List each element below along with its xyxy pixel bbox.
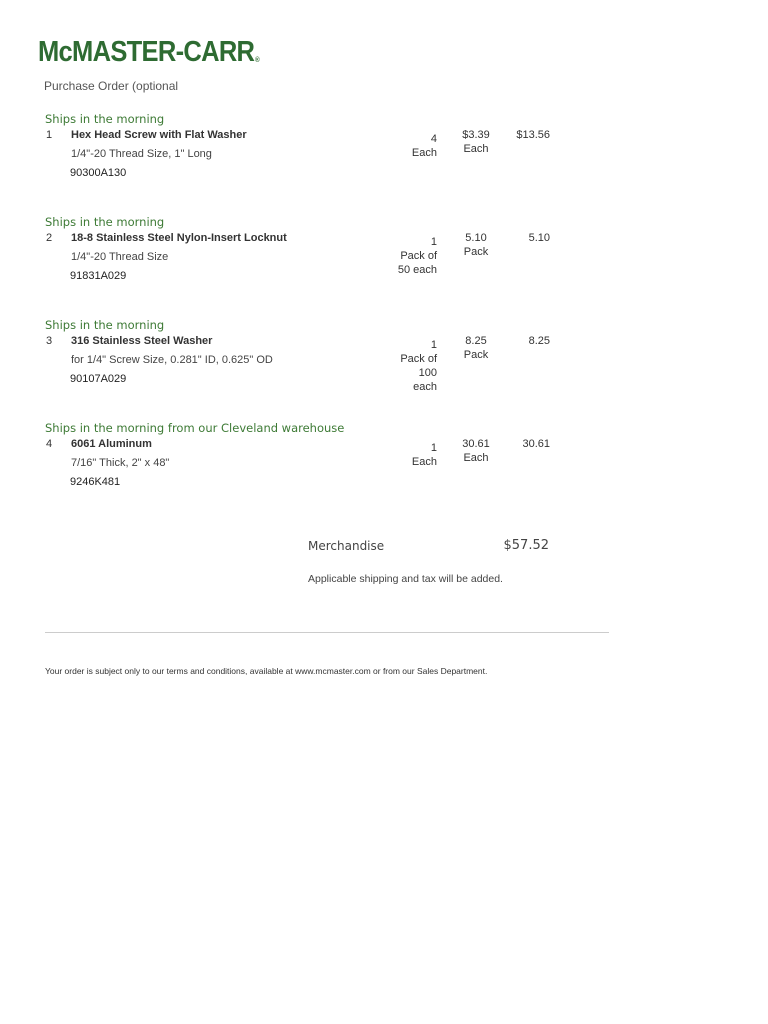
quantity-value: 4 <box>430 133 437 145</box>
shipping-tax-note: Applicable shipping and tax will be added. <box>308 573 503 585</box>
quantity <box>367 338 437 394</box>
product-description: 7/16" Thick, 2" x 48" <box>71 457 170 469</box>
order-line-item <box>0 215 768 315</box>
terms-notice: Your order is subject only to our terms and conditions, available at www.mcmaster.com or from our Sales Department. <box>45 666 488 676</box>
unit-price-value: $3.39 <box>462 129 490 141</box>
extended-price: 8.25 <box>528 335 550 347</box>
extended-price: 5.10 <box>528 232 550 244</box>
product-description: 1/4"-20 Thread Size <box>71 251 169 263</box>
part-number: 90300A130 <box>70 167 127 179</box>
shipping-status: Ships in the morning <box>45 318 165 332</box>
quantity <box>367 132 437 160</box>
product-description: for 1/4" Screw Size, 0.281" ID, 0.625" OD <box>71 354 273 366</box>
line-number: 4 <box>46 438 53 450</box>
registered-mark: ® <box>255 57 259 64</box>
logo-text: McMASTER-CARR <box>38 36 255 68</box>
divider <box>45 632 609 633</box>
quantity <box>367 235 437 277</box>
extended-price: 30.61 <box>522 438 550 450</box>
shipping-status: Ships in the morning <box>45 215 165 229</box>
quantity-unit: 50 each <box>397 264 437 276</box>
extended-price: $13.56 <box>516 129 550 141</box>
quantity-value: 1 <box>430 236 437 248</box>
unit-price-unit: Each <box>463 451 489 464</box>
shipping-status: Ships in the morning from our Cleveland warehouse <box>45 421 345 435</box>
line-number: 2 <box>46 232 53 244</box>
unit-price-unit: Pack <box>463 348 489 361</box>
quantity-unit: 100 <box>418 367 437 379</box>
unit-price-value: 5.10 <box>465 232 487 244</box>
product-name: Hex Head Screw with Flat Washer <box>71 129 247 141</box>
unit-price <box>452 232 500 259</box>
merchandise-label: Merchandise <box>308 539 385 553</box>
quantity-unit: Each <box>411 456 437 468</box>
shipping-status: Ships in the morning <box>45 112 165 126</box>
unit-price <box>452 129 500 156</box>
line-number: 3 <box>46 335 53 347</box>
part-number: 9246K481 <box>70 476 121 488</box>
unit-price-unit: Each <box>463 142 489 155</box>
product-name: 18-8 Stainless Steel Nylon-Insert Locknut <box>71 232 287 244</box>
product-name: 316 Stainless Steel Washer <box>71 335 213 347</box>
order-line-item <box>0 421 768 521</box>
quantity <box>367 441 437 469</box>
purchase-order-label: Purchase Order (optional <box>44 79 179 93</box>
part-number: 90107A029 <box>70 373 127 385</box>
product-name: 6061 Aluminum <box>71 438 152 450</box>
part-number: 91831A029 <box>70 270 127 282</box>
unit-price-value: 30.61 <box>462 438 490 450</box>
quantity-unit: each <box>413 381 437 393</box>
quantity-value: 1 <box>430 339 437 351</box>
unit-price-unit: Pack <box>463 245 489 258</box>
order-line-item <box>0 318 768 418</box>
unit-price <box>452 335 500 362</box>
quantity-unit: Pack of <box>400 353 437 365</box>
quantity-unit: Each <box>411 147 437 159</box>
brand-logo <box>38 36 259 69</box>
unit-price-value: 8.25 <box>465 335 487 347</box>
merchandise-total: $57.52 <box>503 538 549 553</box>
unit-price <box>452 438 500 465</box>
order-line-item <box>0 112 768 212</box>
line-number: 1 <box>46 129 53 141</box>
quantity-unit: Pack of <box>400 250 437 262</box>
product-description: 1/4"-20 Thread Size, 1" Long <box>71 148 212 160</box>
quantity-value: 1 <box>430 442 437 454</box>
